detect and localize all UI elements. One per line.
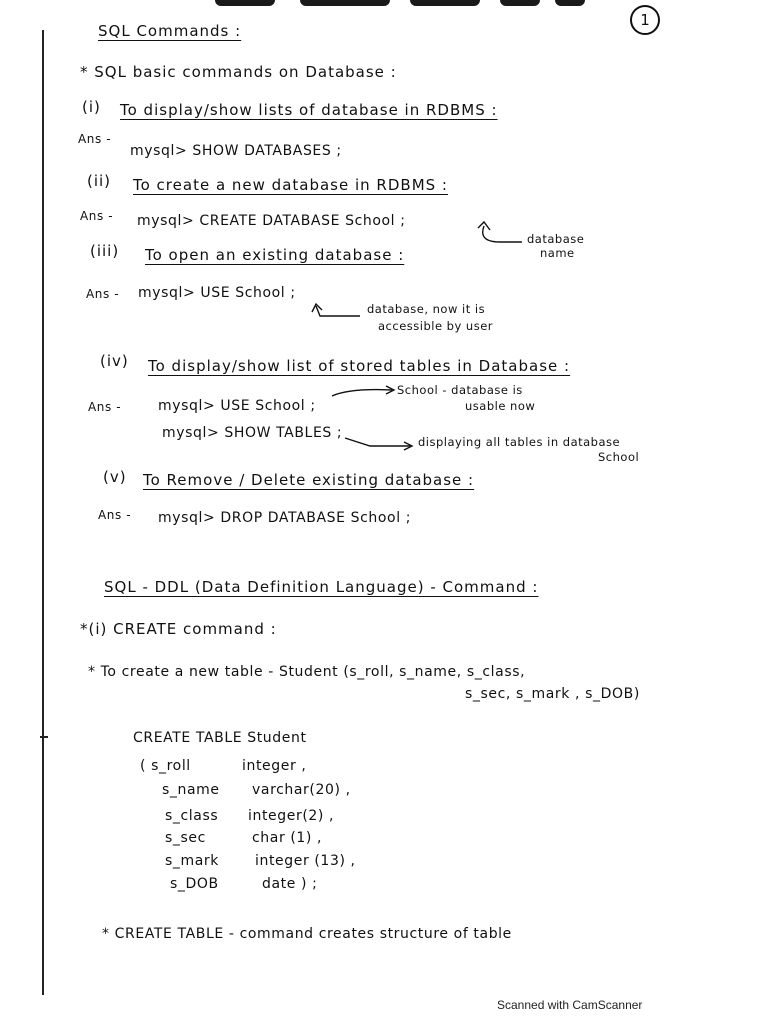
code-field-name: s_mark: [165, 853, 219, 869]
item2-heading: To create a new database in RDBMS :: [133, 176, 448, 194]
section2-subheading: *(i) CREATE command :: [80, 620, 277, 638]
margin-tick: [40, 736, 48, 738]
item4-heading: To display/show list of stored tables in Database :: [148, 357, 571, 375]
item1-ans-label: Ans -: [78, 132, 112, 146]
item2-number: (ii): [87, 172, 112, 190]
item1-number: (i): [82, 98, 101, 116]
page-margin-line: [42, 30, 44, 995]
item3-number: (iii): [90, 242, 120, 260]
item1-heading: To display/show lists of database in RDBMS :: [120, 101, 498, 119]
item5-number: (v): [103, 468, 127, 486]
item4-note1-line2: usable now: [465, 399, 536, 413]
code-header: CREATE TABLE Student: [133, 730, 307, 746]
code-field-name: s_sec: [165, 830, 206, 846]
item3-heading: To open an existing database :: [145, 246, 405, 264]
code-field-type: varchar(20) ,: [252, 782, 351, 798]
code-field-type: integer(2) ,: [248, 808, 335, 824]
item5-heading: To Remove / Delete existing database :: [143, 471, 475, 489]
item3-note-line2: accessible by user: [378, 319, 494, 333]
item3-ans-label: Ans -: [86, 287, 120, 301]
item5-ans-label: Ans -: [98, 508, 132, 522]
task-line2: s_sec, s_mark , s_DOB): [465, 686, 640, 702]
item4-note2-line1: displaying all tables in database: [418, 435, 621, 449]
code-field-name: ( s_roll: [140, 758, 191, 774]
item2-note-line1: database: [527, 232, 585, 246]
item4-command2: mysql> SHOW TABLES ;: [162, 425, 343, 441]
code-field-name: s_name: [162, 782, 220, 798]
item5-command: mysql> DROP DATABASE School ;: [158, 510, 412, 526]
item3-command: mysql> USE School ;: [138, 285, 296, 301]
code-field-type: date ) ;: [262, 876, 318, 892]
scanner-watermark: Scanned with CamScanner: [497, 998, 643, 1012]
code-field-name: s_class: [165, 808, 219, 824]
item2-command: mysql> CREATE DATABASE School ;: [137, 213, 406, 229]
code-field-type: char (1) ,: [252, 830, 323, 846]
item2-note-line2: name: [540, 246, 575, 260]
page-number: 1: [630, 5, 660, 35]
section1-heading: * SQL basic commands on Database :: [80, 63, 397, 81]
item4-ans-label: Ans -: [88, 400, 122, 414]
item4-note2-line2: School: [598, 450, 640, 464]
page-title: SQL Commands :: [98, 22, 242, 40]
item3-note-line1: database, now it is: [367, 302, 486, 316]
code-field-type: integer ,: [242, 758, 307, 774]
item4-number: (iv): [100, 352, 129, 370]
code-field-type: integer (13) ,: [255, 853, 356, 869]
item4-note1-line1: School - database is: [397, 383, 523, 397]
section2-heading: SQL - DDL (Data Definition Language) - Command :: [104, 578, 539, 596]
item1-command: mysql> SHOW DATABASES ;: [130, 143, 342, 159]
footnote: * CREATE TABLE - command creates structure of table: [102, 926, 512, 942]
task-line1: * To create a new table - Student (s_roll, s_name, s_class,: [88, 664, 526, 680]
item2-ans-label: Ans -: [80, 209, 114, 223]
item4-command1: mysql> USE School ;: [158, 398, 316, 414]
code-field-name: s_DOB: [170, 876, 219, 892]
